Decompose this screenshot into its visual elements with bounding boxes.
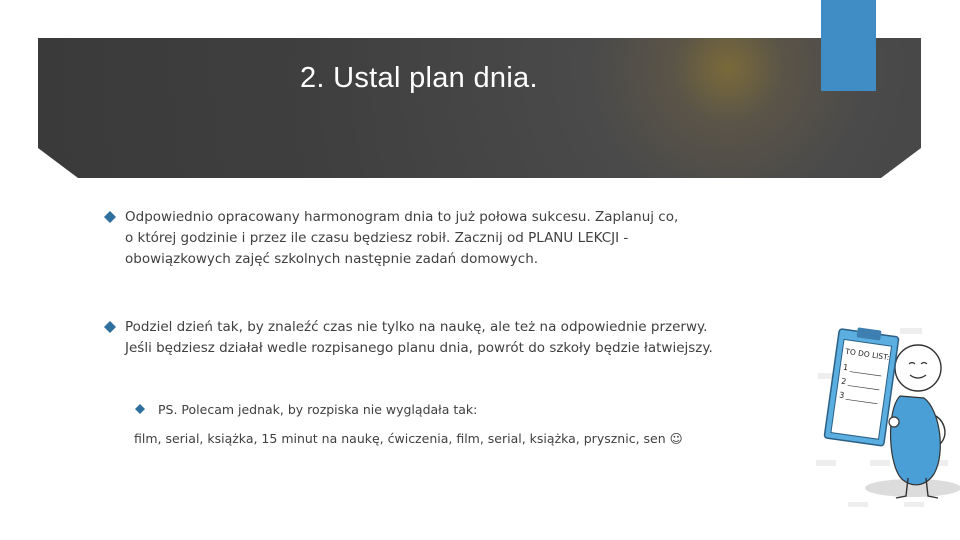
- bullet-paragraph-2: [125, 317, 713, 359]
- todo-list-character-illustration: [808, 318, 960, 518]
- sub-bullet-text: PS. Polecam jednak, by rozpiska nie wyglądała tak:: [158, 402, 478, 417]
- accent-tab: [821, 0, 876, 91]
- bullet-2-line-1: Podziel dzień tak, by znaleźć czas nie tylko na naukę, ale też na odpowiednie przerwy.: [125, 319, 708, 335]
- clipboard-heading: TO DO LIST:: [844, 346, 890, 362]
- diamond-bullet-icon: [104, 211, 116, 223]
- clipboard-item-1: 1: [842, 362, 849, 373]
- diamond-bullet-icon: [104, 321, 116, 333]
- bullet-1-line-1: Odpowiednio opracowany harmonogram dnia to już połowa sukcesu. Zaplanuj co,: [125, 209, 679, 225]
- clipboard-item-3: 3: [838, 390, 845, 401]
- clipboard-item-2: 2: [840, 376, 847, 387]
- bullet-1-line-2: o której godzinie i przez ile czasu będziesz robił. Zacznij od PLANU LEKCJI -: [125, 230, 629, 246]
- title-banner: [38, 38, 921, 178]
- slide-title: 2. Ustal plan dnia.: [300, 62, 538, 94]
- bullet-2-line-2: Jeśli będziesz działał wedle rozpisanego planu dnia, powrót do szkoły będzie łatwiejszy.: [125, 340, 713, 356]
- bullet-paragraph-1: [125, 207, 678, 270]
- diamond-sub-bullet-icon: [135, 404, 145, 414]
- footer-line: film, serial, książka, 15 minut na naukę, ćwiczenia, film, serial, książka, prysznic, sen ☺: [134, 431, 683, 446]
- bullet-1-line-3: obowiązkowych zajęć szkolnych następnie zadań domowych.: [125, 251, 539, 267]
- banner-corner-cut: [38, 38, 921, 178]
